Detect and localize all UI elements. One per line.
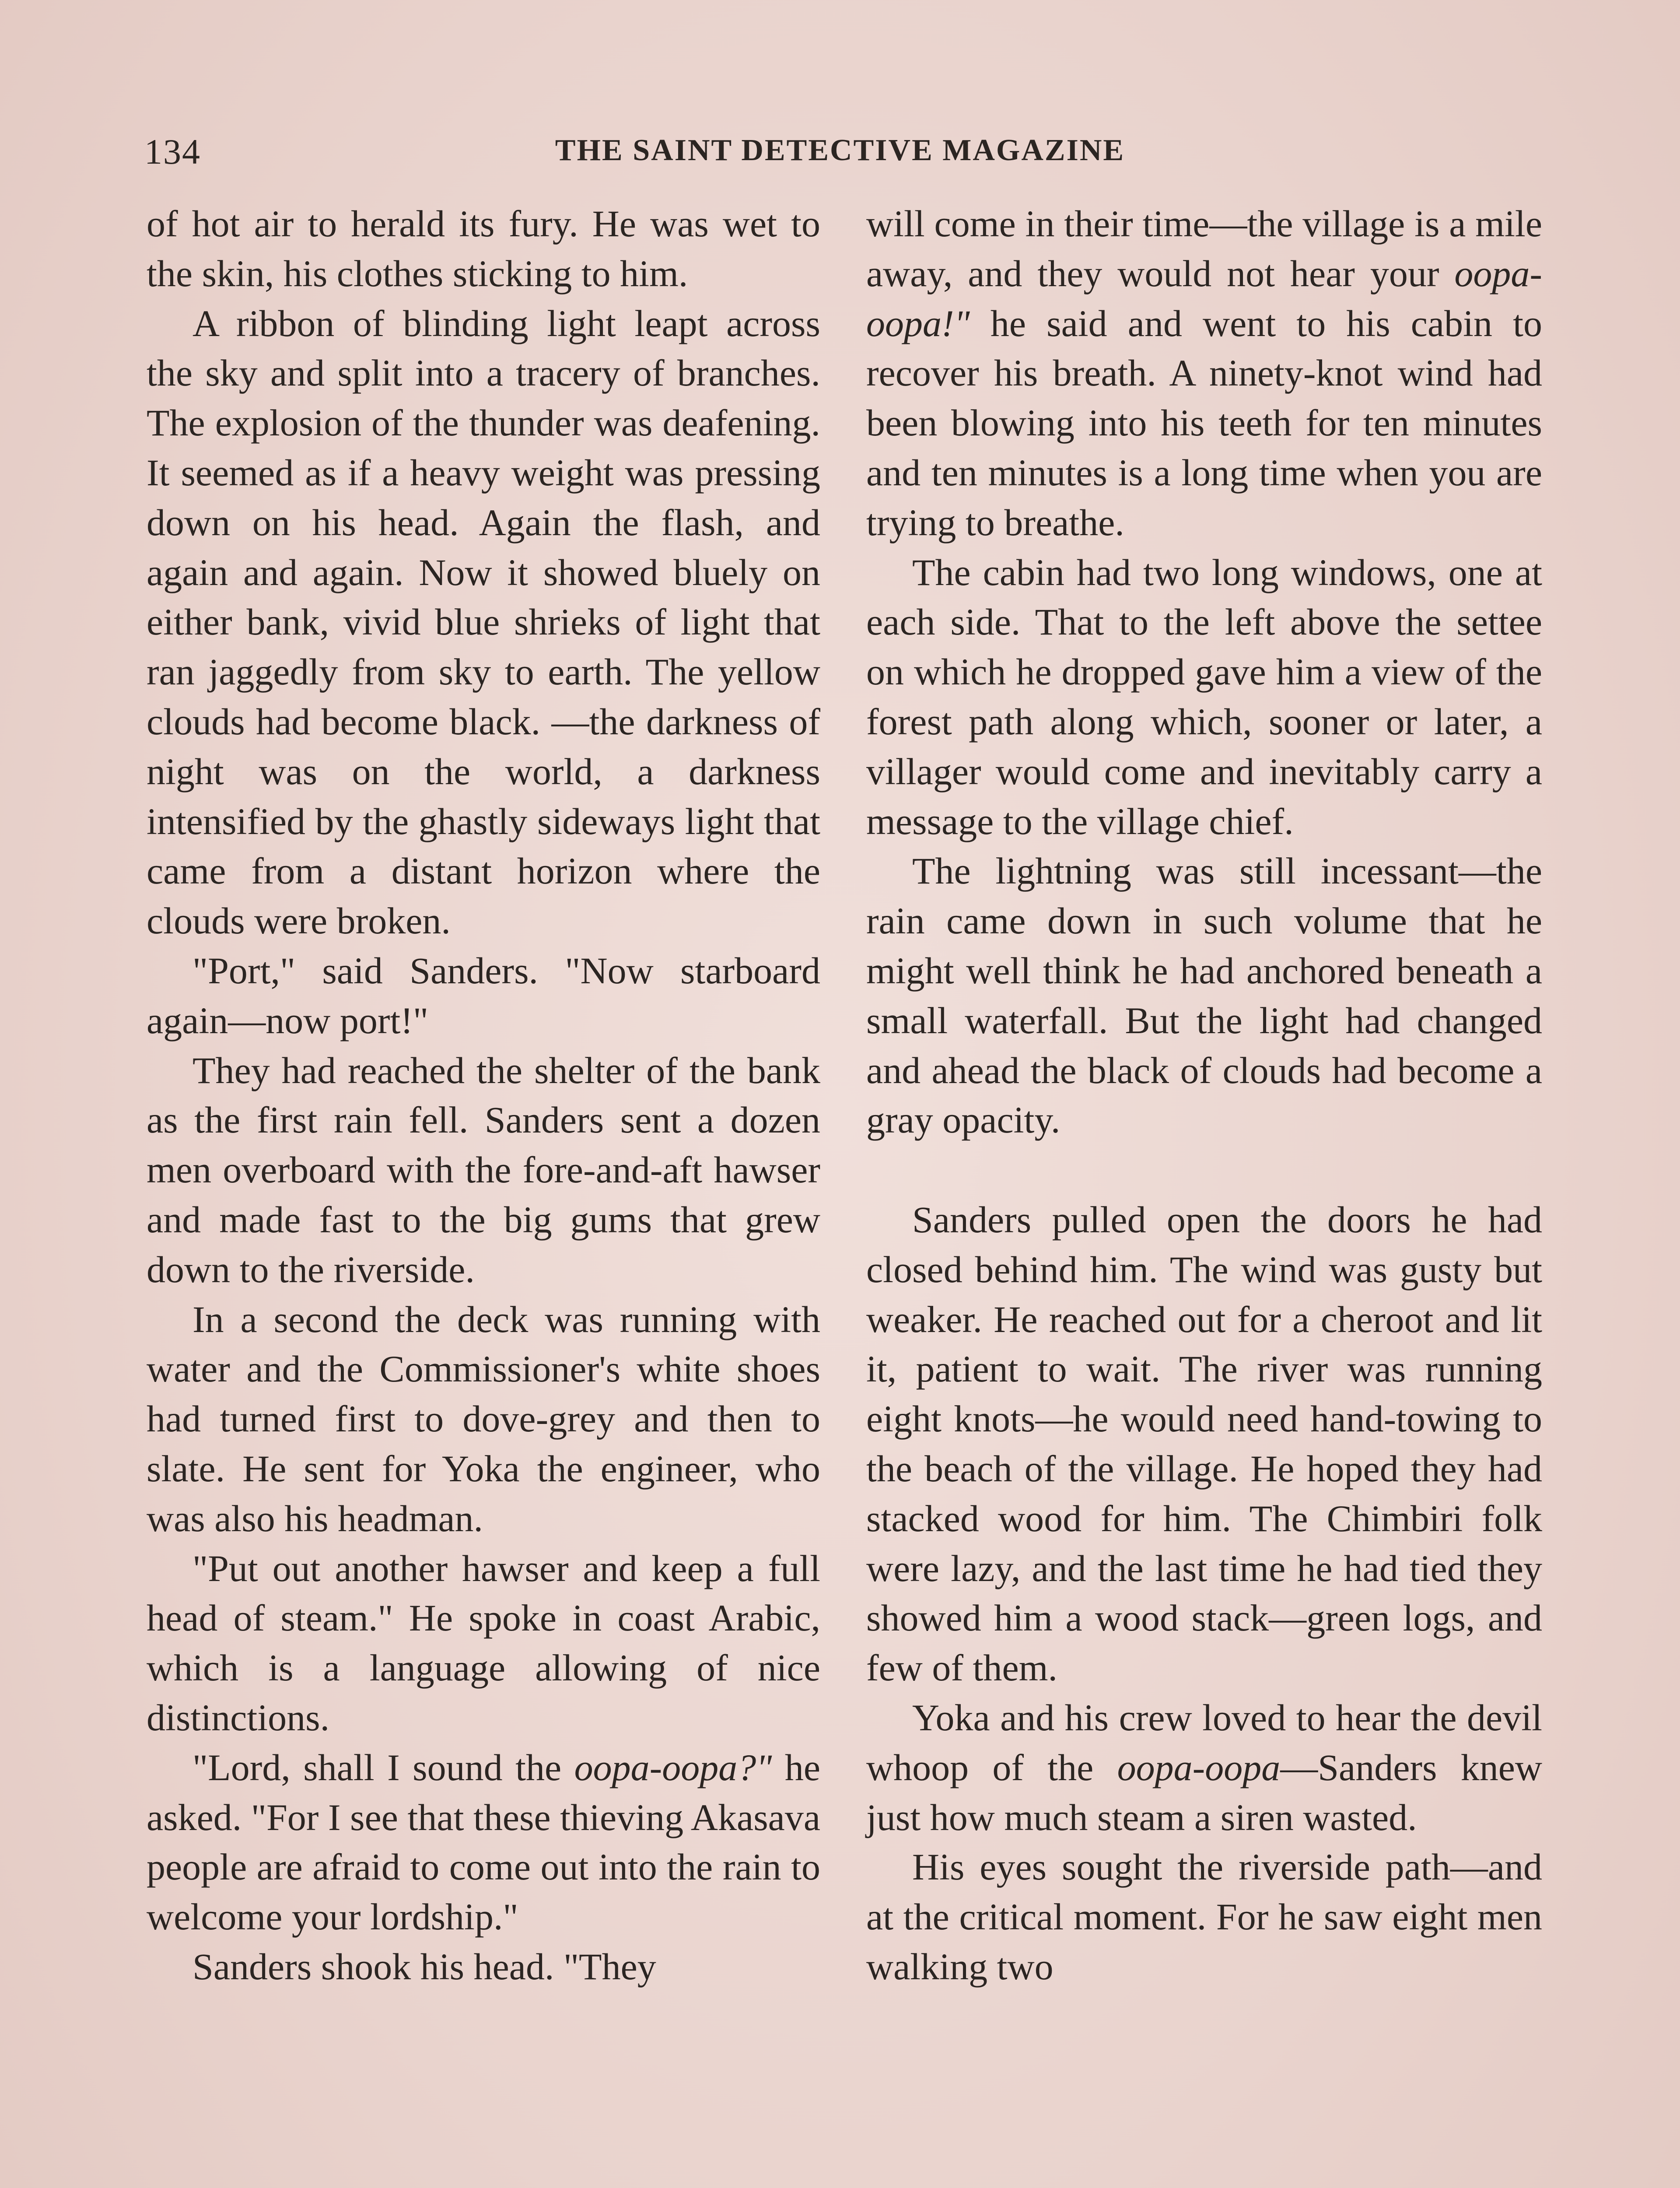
paragraph: "Port," said Sanders. "Now starboard again—now port!" — [147, 949, 820, 1041]
paragraph — [866, 1693, 1542, 1842]
paragraph-text: —Sanders knew just how much steam a siren wasted. — [866, 1746, 1543, 1838]
paragraph: Sanders pulled open the doors he had closed behind him. The wind was gusty but weaker. He reached out for a cheroot and lit it, patient to wait. The river was running eight knots—he would need hand-towing to the beach of the village. He hoped they had stacked wood for him. The Chimbiri folk were lazy, and the last time he had tied they showed him a wood stack—green logs, and few of them. — [866, 1198, 1542, 1689]
paragraph — [866, 199, 1542, 548]
paragraph-text: will come in their time—the village is a mile away, and they would not hear your — [866, 203, 1542, 295]
page-header — [144, 131, 1536, 175]
paragraph: of hot air to herald its fury. He was wet to the skin, his clothes sticking to him. — [147, 203, 820, 295]
paragraph: His eyes sought the riverside path—and at the critical moment. For he saw eight men walking two — [866, 1846, 1542, 1988]
paragraph: Sanders shook his head. "They — [192, 1945, 656, 1988]
paragraph-text: he asked. "For I see that these thieving Akasava people are afraid to come out into the rain to welcome your lordship." — [147, 1746, 821, 1938]
paragraph: In a second the deck was running with water and the Commissioner's white shoes had turned first to dove-grey and then to slate. He sent for Yoka the engineer, who was also his headman. — [147, 1298, 820, 1539]
paragraph: The lightning was still incessant—the rain came down in such volume that he might well think he had anchored beneath a small waterfall. But the light had changed and ahead the black of clouds had become a gray opacity. — [866, 850, 1542, 1141]
italic-text: oopa-oopa!" — [866, 252, 1542, 344]
paragraph: They had reached the shelter of the bank as the first rain fell. Sanders sent a dozen men overboard with the fore-and-aft hawser and made fast to the big gums that grew down to the riverside. — [147, 1049, 820, 1290]
paragraph-text: Yoka and his crew loved to hear the devil whoop of the — [866, 1696, 1542, 1788]
paragraph — [147, 1743, 820, 1942]
left-column — [147, 199, 820, 1992]
italic-text: oopa-oopa — [1117, 1746, 1281, 1788]
paragraph: The cabin had two long windows, one at each side. That to the left above the settee on which he dropped gave him a view of the forest path along which, sooner or later, a villager would come and inevitably carry a message to the village chief. — [866, 551, 1542, 842]
right-column — [866, 199, 1542, 1992]
paragraph-text: he said and went to his cabin to recover his breath. A ninety-knot wind had been blowing into his teeth for ten minutes and ten minutes is a long time when you are trying to breathe. — [866, 302, 1542, 543]
paragraph-text: "Lord, shall I sound the — [192, 1746, 574, 1788]
paragraph: "Put out another hawser and keep a full head of steam." He spoke in coast Arabic, which is a language allowing of nice distinctions. — [147, 1547, 820, 1739]
running-head: THE SAINT DETECTIVE MAGAZINE — [555, 133, 1125, 167]
italic-text: oopa-oopa?" — [574, 1746, 772, 1788]
page-number: 134 — [144, 132, 201, 172]
paragraph: A ribbon of blinding light leapt across the sky and split into a tracery of branches. The explosion of the thunder was deafening. It seemed as if a heavy weight was pressing down on his head. Again the flash, and again and again. Now it showed bluely on either bank, vivid blue shrieks of light that ran jaggedly from sky to earth. The yellow clouds had become black. —the darkness of night was on the world, a darkness intensified by the ghastly sideways light that came from a distant horizon where the clouds were broken. — [147, 302, 820, 942]
